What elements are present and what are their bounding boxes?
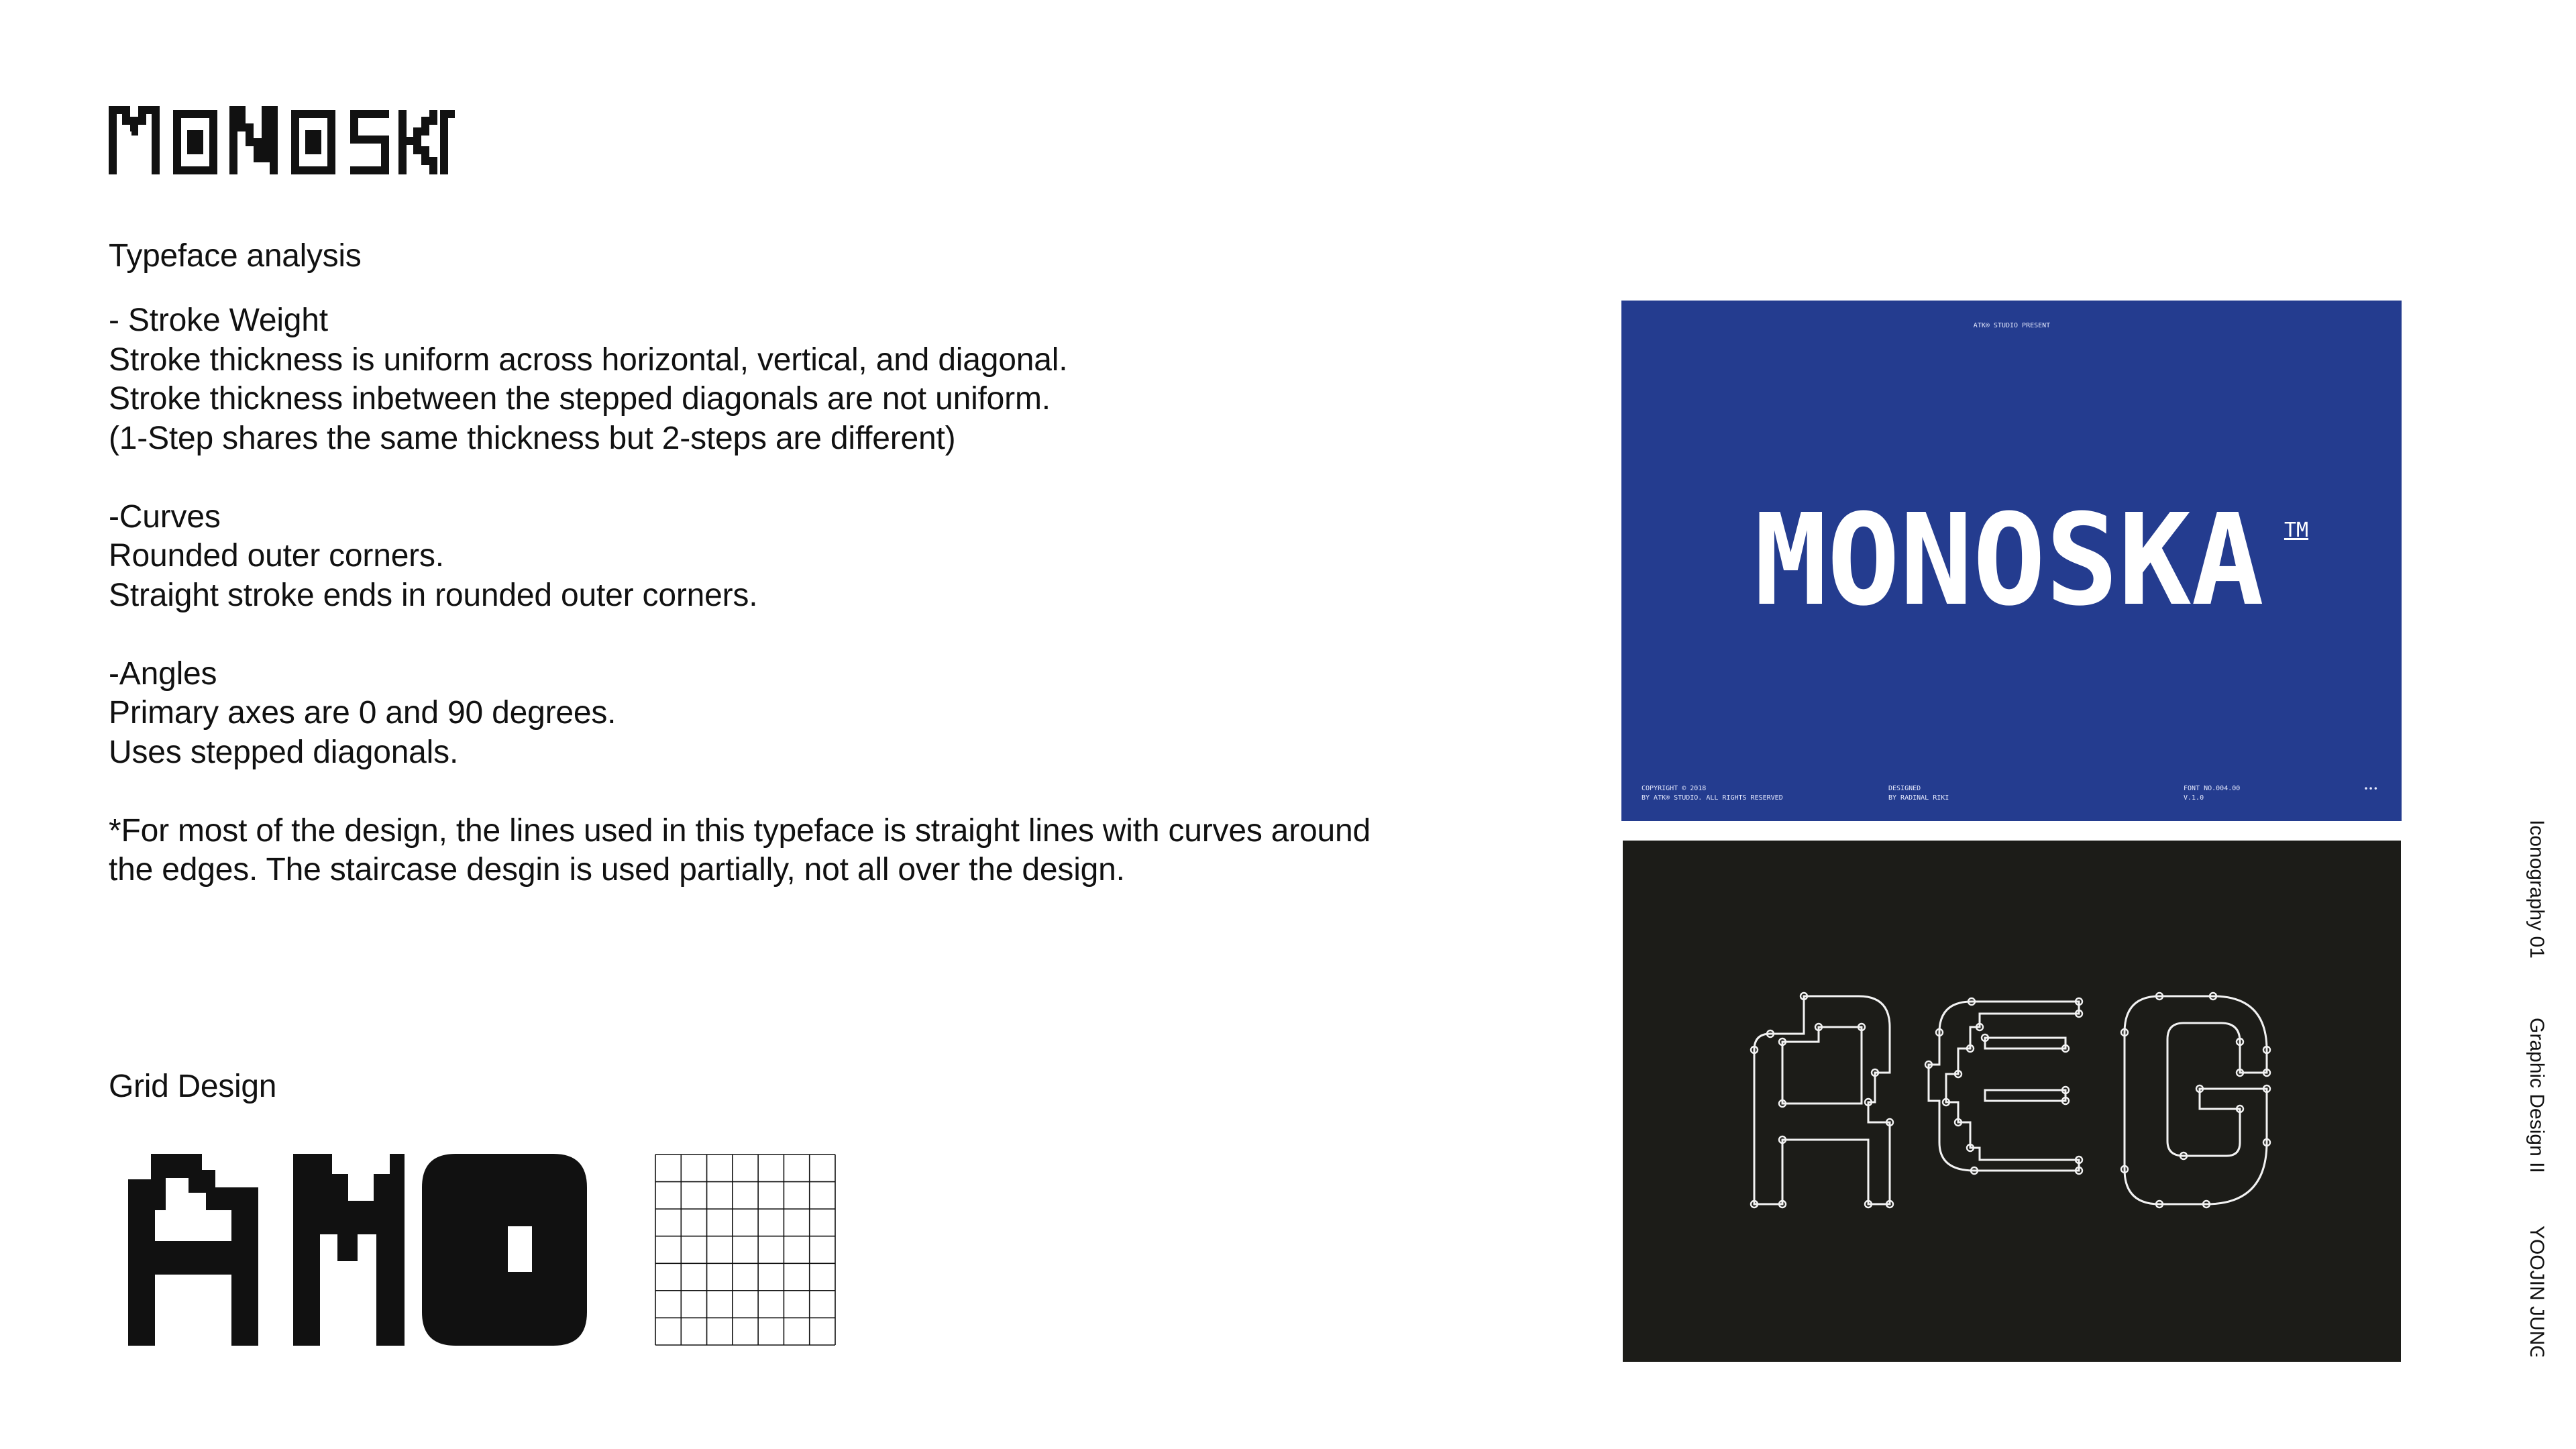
logo-monoska xyxy=(107,101,456,178)
stroke-line: (1-Step shares the same thickness but 2-steps are different) xyxy=(109,420,956,456)
poster-top-label: ATK® STUDIO PRESENT xyxy=(1973,322,2051,329)
note-line: *For most of the design, the lines used in this typeface is straight lines with curves around xyxy=(109,812,1371,849)
stroke-title: - Stroke Weight xyxy=(109,303,328,338)
angles-line: Primary axes are 0 and 90 degrees. xyxy=(109,695,616,731)
poster-footer-right-1: FONT NO.004.00 xyxy=(2184,785,2241,792)
poster-footer-right-2: V.1.0 xyxy=(2184,794,2204,802)
stroke-line: Stroke thickness inbetween the stepped diagonals are not uniform. xyxy=(109,381,1051,417)
credits-text xyxy=(2501,820,2555,1356)
poster-card xyxy=(1621,301,2402,821)
amo-glyphs xyxy=(124,1154,594,1346)
note-line: the edges. The staircase desgin is used partially, not all over the design. xyxy=(109,852,1125,888)
poster-footer-left-1: COPYRIGHT © 2018 xyxy=(1642,785,1707,792)
section-heading-grid: Grid Design xyxy=(109,1069,277,1104)
poster-trademark: TM xyxy=(2284,519,2309,542)
logo-wordmark xyxy=(107,101,456,178)
analysis-body xyxy=(109,301,1484,890)
credit-class: Graphic Design II xyxy=(2526,1018,2548,1173)
curves-line: Rounded outer corners. xyxy=(109,538,444,574)
grid-diagram xyxy=(655,1154,836,1346)
credit-course: Iconography 01 xyxy=(2526,820,2548,959)
poster-footer-mid-1: DESIGNED xyxy=(1888,785,1921,792)
stroke-line: Stroke thickness is uniform across horizontal, vertical, and diagonal. xyxy=(109,341,1068,378)
outline-sample-card xyxy=(1623,841,2401,1362)
poster-title: MONOSKA xyxy=(1754,487,2264,634)
grid-lines xyxy=(655,1154,836,1346)
poster-footer-dots: ••• xyxy=(2363,784,2378,794)
curves-line: Straight stroke ends in rounded outer corners. xyxy=(109,577,758,613)
poster-footer-left-2: BY ATK® STUDIO. ALL RIGHTS RESERVED xyxy=(1642,794,1783,802)
poster-footer-mid-2: BY RADINAL RIKI xyxy=(1888,794,1949,802)
angles-title: -Angles xyxy=(109,655,217,692)
credit-author: YOOJIN JUNG xyxy=(2526,1226,2548,1356)
curves-title: -Curves xyxy=(109,498,221,535)
vertical-credits xyxy=(2501,820,2555,1356)
amo-letterforms xyxy=(124,1154,594,1346)
reg-outline-artwork xyxy=(1623,841,2401,1362)
poster-artwork xyxy=(1621,301,2402,821)
section-heading-analysis: Typeface analysis xyxy=(109,238,362,274)
angles-line: Uses stepped diagonals. xyxy=(109,734,459,770)
